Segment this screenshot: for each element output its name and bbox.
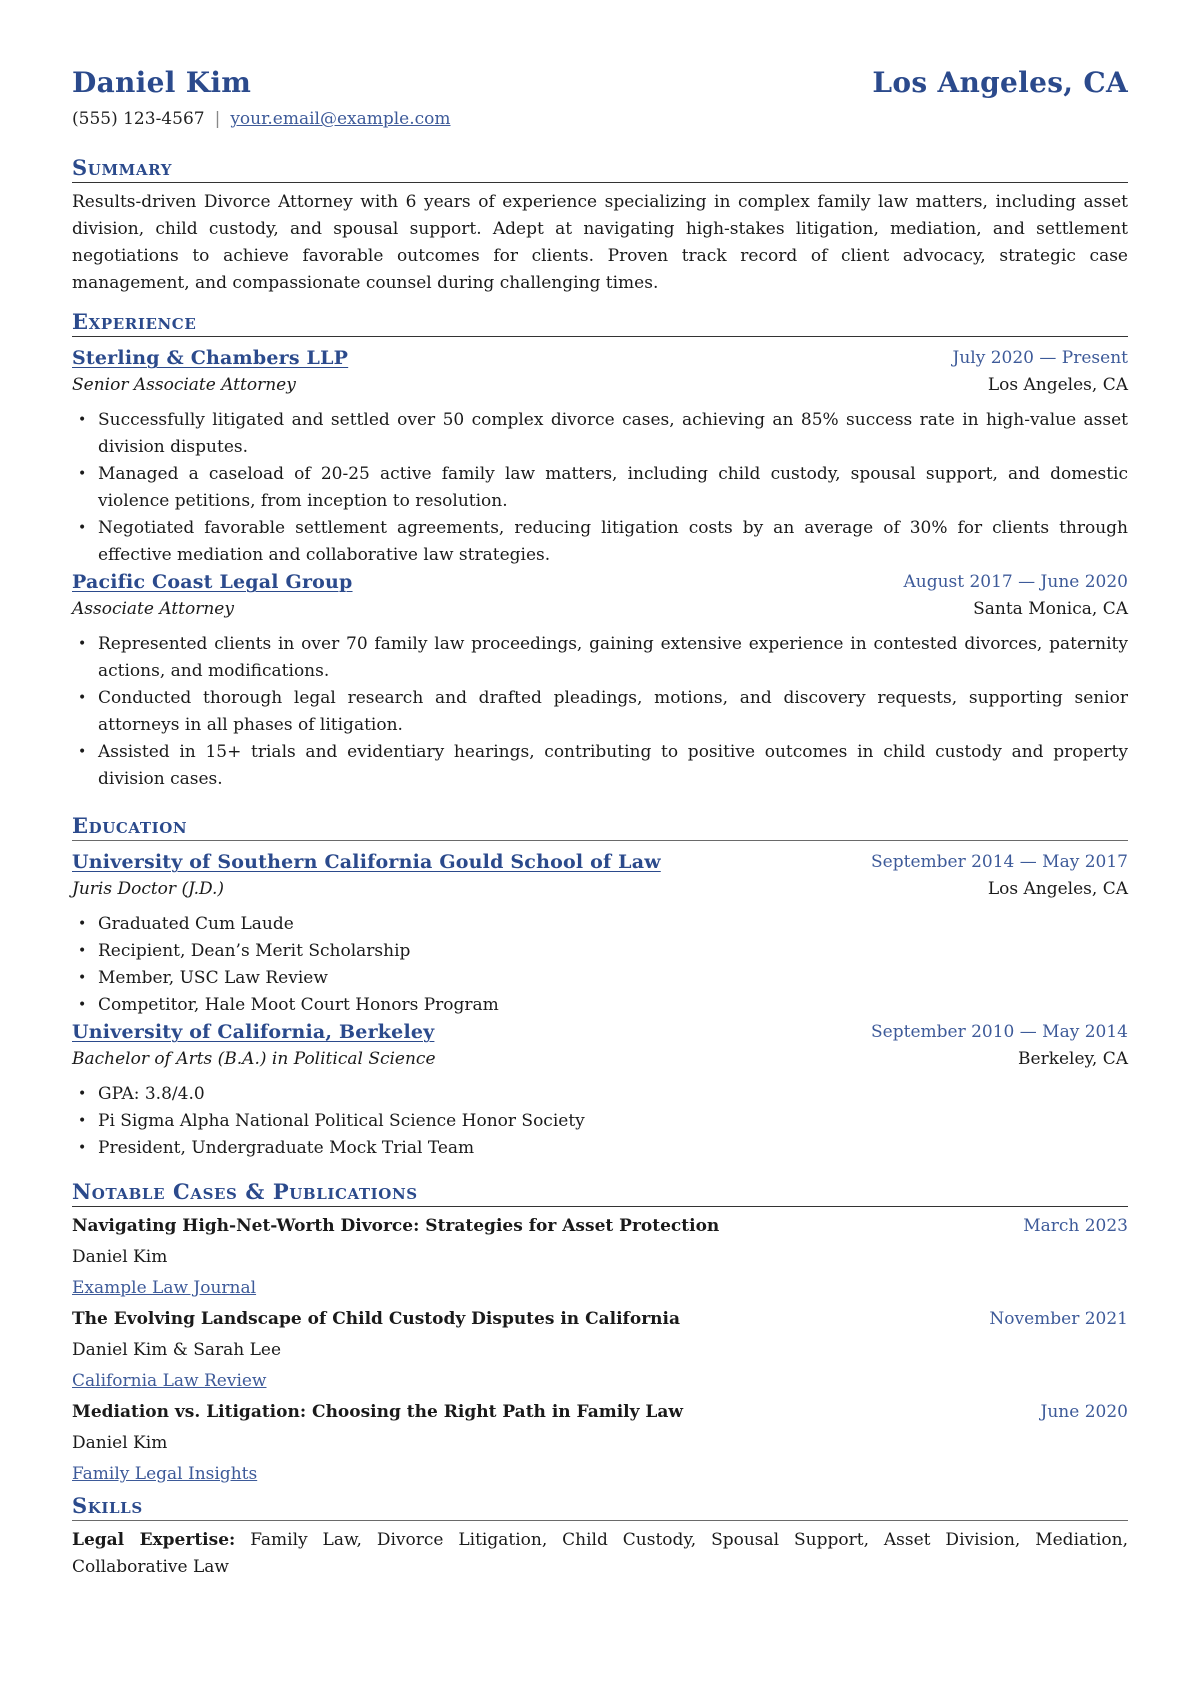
job-entry [72,569,1128,793]
publication-authors: Daniel Kim [72,1247,168,1267]
publication-entry [72,1211,1128,1304]
summary-text: Results-driven Divorce Attorney with 6 years of experience specializing in complex family law matters, including asset division, child custody, and spousal support. Adept at navigating high-stakes litigation, mediation, and settlement negotiations to achieve favorable outcomes for clients. Proven track record of client advocacy, strategic case management, and compassionate counsel during challenging times. [72,192,1128,293]
school-dates: September 2010 — May 2014 [871,1022,1128,1042]
school-entry [72,1019,1128,1162]
email-link[interactable]: your.email@example.com [230,109,451,129]
education-section [72,814,1128,1162]
company-link[interactable]: Sterling & Chambers LLP [72,347,349,369]
section-title-skills: Skills [72,1493,143,1518]
bullet-item: • Represented clients in over 70 family law proceedings, gaining extensive experience in contested divorces, paternity actions, and modifications. [72,631,1128,685]
phone-number: (555) 123-4567 [72,109,205,129]
section-divider [72,1520,1128,1521]
bullet-item: • Competitor, Hale Moot Court Honors Program [72,992,1128,1019]
publication-authors: Daniel Kim [72,1433,168,1453]
school-link[interactable]: University of Southern California Gould School of Law [72,851,661,873]
skill-list: Family Law, Divorce Litigation, Child Custody, Spousal Support, Asset Division, Mediation, Collaborative Law [72,1530,1128,1577]
experience-section [72,310,1128,793]
contact-line [72,109,451,129]
school-link[interactable]: University of California, Berkeley [72,1021,435,1043]
contact-separator: | [214,109,221,129]
publication-venue-link[interactable]: Example Law Journal [72,1278,257,1298]
publication-entry [72,1397,1128,1490]
job-role: Senior Associate Attorney [72,375,296,395]
publication-venue-link[interactable]: California Law Review [72,1371,267,1391]
publication-date: November 2021 [989,1309,1128,1329]
school-bullets [72,911,1128,1019]
section-title-summary: Summary [72,155,173,180]
candidate-name: Daniel Kim [72,66,252,99]
school-bullets [72,1081,1128,1162]
section-title-education: Education [72,813,188,838]
school-location: Los Angeles, CA [987,879,1128,899]
publication-title: The Evolving Landscape of Child Custody Disputes in California [72,1309,680,1329]
publication-title: Navigating High-Net-Worth Divorce: Strategies for Asset Protection [72,1216,720,1236]
section-divider [72,182,1128,183]
publication-venue-link[interactable]: Family Legal Insights [72,1464,258,1484]
publication-entry [72,1304,1128,1397]
school-dates: September 2014 — May 2017 [871,852,1128,872]
publication-authors: Daniel Kim & Sarah Lee [72,1340,282,1360]
job-location: Los Angeles, CA [987,375,1128,395]
bullet-item: • Successfully litigated and settled over 50 complex divorce cases, achieving an 85% success rate in high-value asset division disputes. [72,407,1128,461]
publication-date: March 2023 [1023,1216,1128,1236]
skill-category-label: Legal Expertise: [72,1530,236,1550]
bullet-item: • Conducted thorough legal research and drafted pleadings, motions, and discovery requests, supporting senior attorneys in all phases of litigation. [72,685,1128,739]
degree: Bachelor of Arts (B.A.) in Political Science [72,1049,436,1069]
job-entry [72,345,1128,569]
skills-section [72,1494,1128,1581]
bullet-item: • Managed a caseload of 20-25 active family law matters, including child custody, spousal support, and domestic violence petitions, from inception to resolution. [72,461,1128,515]
bullet-item: • GPA: 3.8/4.0 [72,1081,1128,1108]
candidate-location: Los Angeles, CA [872,66,1128,99]
bullet-item: • Assisted in 15+ trials and evidentiary hearings, contributing to positive outcomes in child custody and property division cases. [72,739,1128,793]
job-bullets [72,631,1128,793]
company-link[interactable]: Pacific Coast Legal Group [72,571,353,593]
section-title-publications: Notable Cases & Publications [72,1179,418,1204]
publication-date: June 2020 [1040,1402,1128,1422]
publications-section [72,1180,1128,1490]
job-location: Santa Monica, CA [973,599,1128,619]
publication-title: Mediation vs. Litigation: Choosing the Right Path in Family Law [72,1402,684,1422]
job-dates: July 2020 — Present [952,348,1128,368]
summary-section [72,156,1128,297]
bullet-item: • Negotiated favorable settlement agreements, reducing litigation costs by an average of 30% for clients through effective mediation and collaborative law strategies. [72,515,1128,569]
job-role: Associate Attorney [72,599,234,619]
section-divider [72,1206,1128,1207]
skills-line [72,1527,1128,1581]
school-entry [72,849,1128,1019]
job-bullets [72,407,1128,569]
degree: Juris Doctor (J.D.) [72,879,225,899]
bullet-item: • President, Undergraduate Mock Trial Team [72,1135,1128,1162]
section-divider [72,840,1128,841]
bullet-item: • Pi Sigma Alpha National Political Science Honor Society [72,1108,1128,1135]
bullet-item: • Member, USC Law Review [72,965,1128,992]
section-divider [72,336,1128,337]
job-dates: August 2017 — June 2020 [903,572,1128,592]
school-location: Berkeley, CA [1018,1049,1128,1069]
bullet-item: • Graduated Cum Laude [72,911,1128,938]
bullet-item: • Recipient, Dean’s Merit Scholarship [72,938,1128,965]
header [72,66,1128,106]
section-title-experience: Experience [72,309,197,334]
